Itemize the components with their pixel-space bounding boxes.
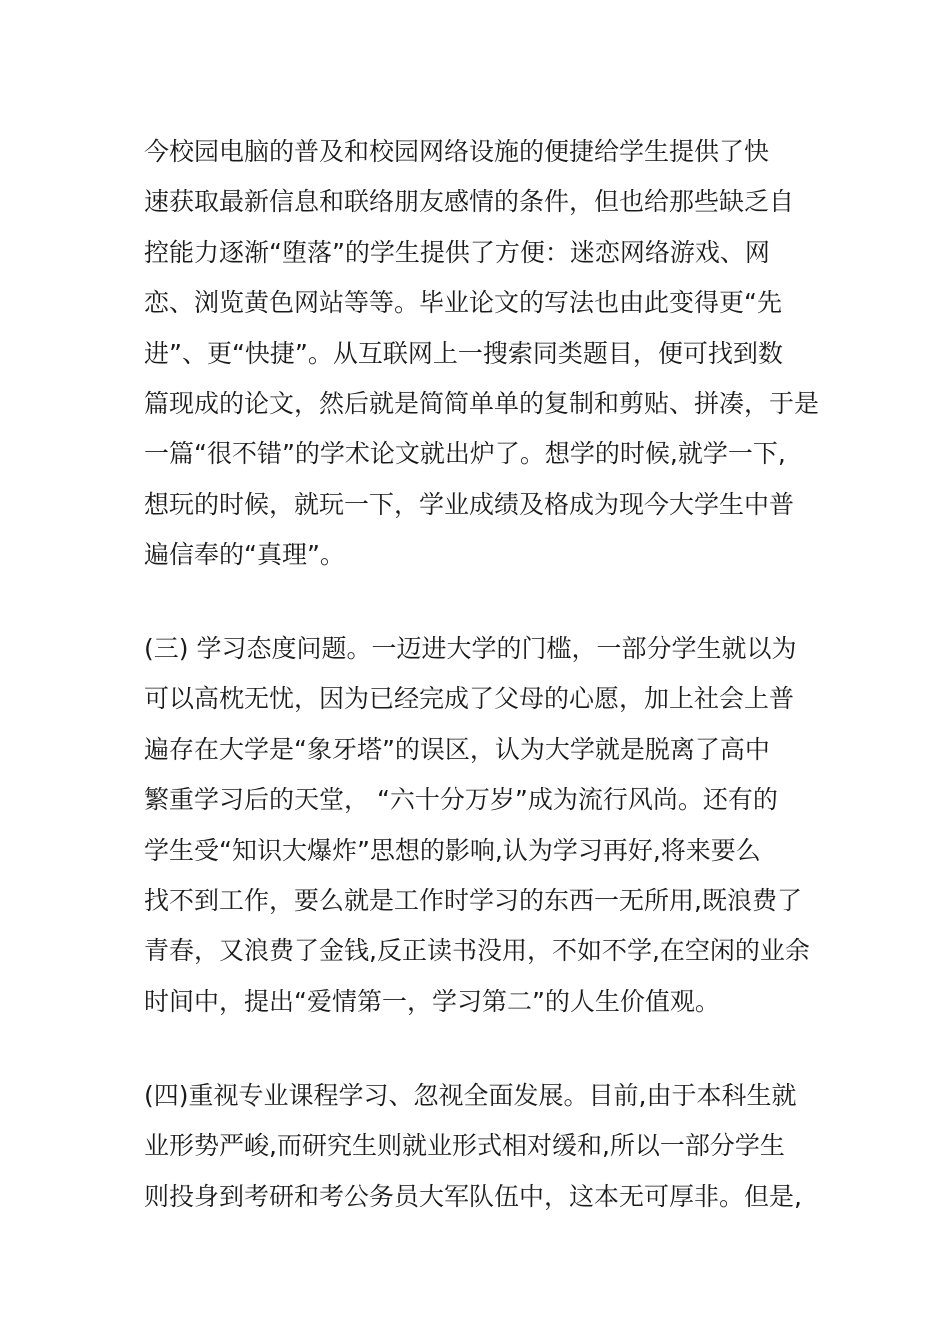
paragraph-learning-attitude xyxy=(144,624,844,1027)
text-line: 学生受“知识大爆炸”思想的影响,认为学习再好,将来要么 xyxy=(144,835,761,865)
text-line: 进”、更“快捷”。从互联网上一搜索同类题目，便可找到数 xyxy=(144,338,783,368)
text-line: 想玩的时候，就玩一下，学业成绩及格成为现今大学生中普 xyxy=(144,489,795,519)
text-line: 可以高枕无忧，因为已经完成了父母的心愿，加上社会上普 xyxy=(144,684,795,714)
text-line: (三) 学习态度问题。一迈进大学的门槛，一部分学生就以为 xyxy=(144,634,797,663)
text-line: 则投身到考研和考公务员大军队伍中，这本无可厚非。但是, xyxy=(144,1181,802,1211)
text-line: 遍存在大学是“象牙塔”的误区，认为大学就是脱离了高中 xyxy=(144,734,770,764)
text-line: 业形势严峻,而研究生则就业形式相对缓和,所以一部分学生 xyxy=(144,1131,785,1161)
text-line: 控能力逐渐“堕落”的学生提供了方便：迷恋网络游戏、网 xyxy=(144,237,770,267)
text-line: 速获取最新信息和联络朋友感情的条件，但也给那些缺乏自 xyxy=(144,187,795,217)
text-line: 遍信奉的“真理”。 xyxy=(144,540,345,570)
paragraph-internet-influence xyxy=(144,127,844,581)
text-line: 今校园电脑的普及和校园网络设施的便捷给学生提供了快 xyxy=(144,137,770,166)
text-line: 青春，又浪费了金钱,反正读书没用，不如不学,在空闲的业余 xyxy=(144,936,810,966)
text-line: 繁重学习后的天堂， “六十分万岁”成为流行风尚。还有的 xyxy=(144,785,778,815)
text-line: 找不到工作，要么就是工作时学习的东西一无所用,既浪费了 xyxy=(144,885,802,915)
text-line: 时间中，提出“爱情第一，学习第二”的人生价值观。 xyxy=(144,986,720,1016)
text-line: 恋、浏览黄色网站等等。毕业论文的写法也由此变得更“先 xyxy=(144,288,782,318)
paragraph-specialized-courses xyxy=(144,1071,844,1222)
text-line: (四)重视专业课程学习、忽视全面发展。目前,由于本科生就 xyxy=(144,1081,797,1110)
text-line: 一篇“很不错”的学术论文就出炉了。想学的时候,就学一下, xyxy=(144,439,786,469)
text-line: 篇现成的论文，然后就是简简单单的复制和剪贴、拼凑，于是 xyxy=(144,388,820,418)
